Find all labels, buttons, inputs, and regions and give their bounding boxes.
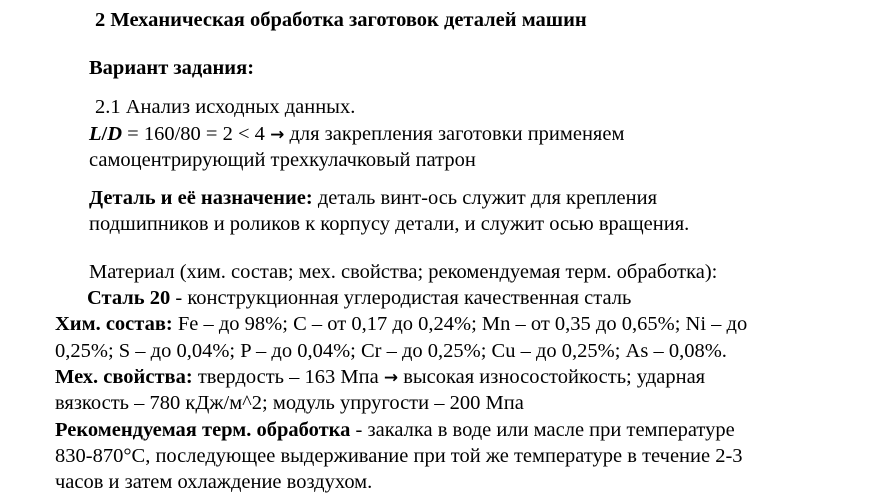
chem-line-2: 0,25%; S – до 0,04%; P – до 0,04%; Cr – до 0,25%; Cu – до 0,25%; As – 0,08%.: [55, 340, 727, 362]
chem-text-1: Fe – до 98%; C – от 0,17 до 0,24%; Mn – от 0,35 до 0,65%; Ni – до: [172, 313, 748, 335]
section-heading: 2 Механическая обработка заготовок деталей машин: [95, 9, 587, 31]
detail-line-2: подшипников и роликов к корпусу детали, и служит осью вращения.: [89, 213, 690, 235]
heat-line-2: 830-870°C, последующее выдерживание при той же температуре в течение 2-3: [55, 445, 743, 467]
ratio-line-1: [89, 124, 624, 145]
steel-name: Сталь 20: [87, 287, 171, 309]
variant-label: Вариант задания:: [89, 57, 255, 79]
mech-text-1b: высокая износостойкость; ударная: [398, 366, 706, 388]
mech-text-1a: твердость – 163 Мпа: [192, 366, 384, 388]
ratio-slash: /: [101, 123, 108, 145]
ratio-l-symbol: L: [89, 123, 102, 145]
ratio-d-symbol: D: [107, 123, 123, 145]
heat-label: Рекомендуемая терм. обработка: [55, 419, 351, 441]
steel-line: [87, 288, 631, 309]
heat-text-1: - закалка в воде или масле при температуре: [350, 419, 735, 441]
right-arrow-icon: →: [383, 368, 399, 388]
ratio-expression: = 160/80 = 2 < 4: [122, 123, 271, 145]
heat-line-1: [55, 420, 735, 441]
mech-line-1: [55, 367, 705, 388]
detail-line-1: [89, 188, 657, 209]
ratio-text-1: для закрепления заготовки применяем: [284, 123, 625, 145]
subsection-title: 2.1 Анализ исходных данных.: [95, 96, 356, 118]
ratio-line-2: самоцентрирующий трехкулачковый патрон: [89, 149, 476, 171]
right-arrow-icon: →: [270, 125, 285, 145]
detail-text-1: деталь винт-ось служит для крепления: [312, 187, 657, 209]
chem-line-1: [55, 314, 747, 335]
mech-label: Мех. свойства:: [55, 366, 193, 388]
steel-desc: - конструкционная углеродистая качественная сталь: [170, 287, 632, 309]
material-line: Материал (хим. состав; мех. свойства; рекомендуемая терм. обработка):: [89, 261, 718, 283]
detail-label: Деталь и её назначение:: [89, 187, 313, 209]
mech-line-2: вязкость – 780 кДж/м^2; модуль упругости – 200 Мпа: [55, 392, 524, 414]
chem-label: Хим. состав:: [55, 313, 173, 335]
heat-line-3: часов и затем охлаждение воздухом.: [55, 471, 373, 493]
